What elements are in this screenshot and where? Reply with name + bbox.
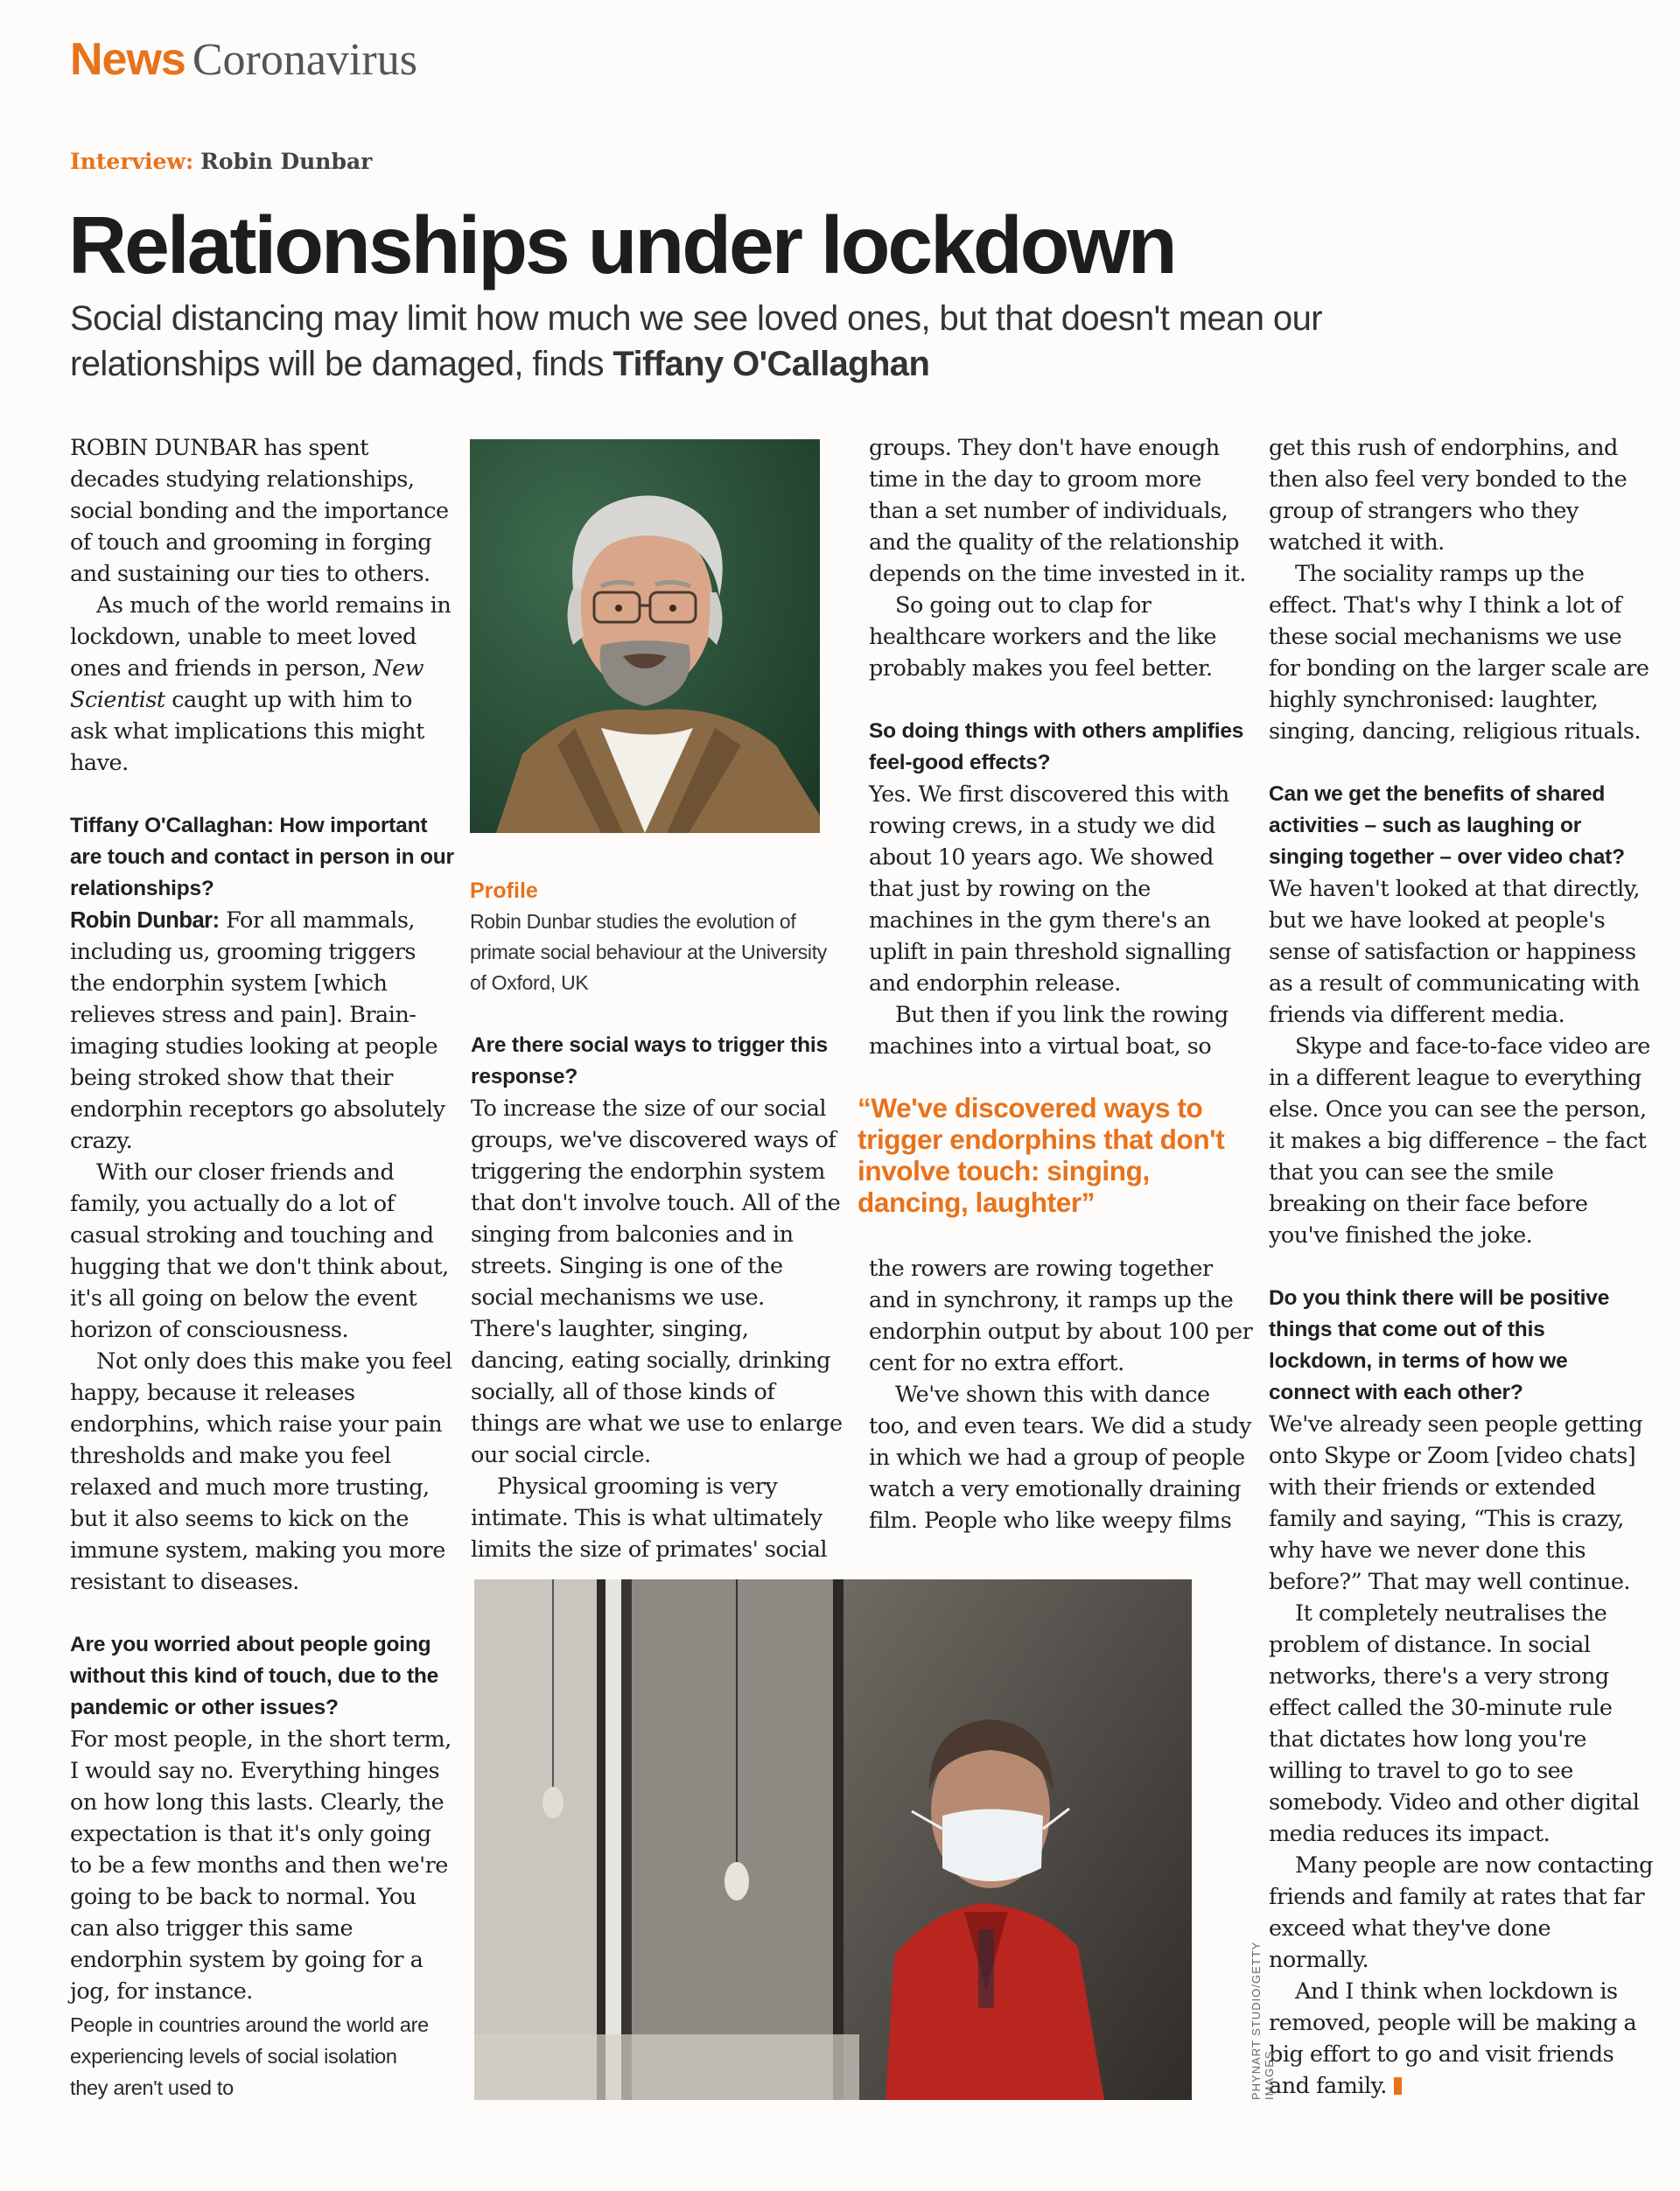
- pull-quote: “We've discovered ways to trigger endorphins that don't involve touch: singing, dancing, laughter”: [858, 1092, 1225, 1218]
- paragraph: We've shown this with dance too, and even tears. We did a study in which we had a group of people watch a very emotionally draining film. People who like weepy films: [869, 1382, 1251, 1534]
- kicker-label: Interview:: [70, 149, 194, 174]
- photo-credit: PHYNART STUDIO/GETTY IMAGES: [1250, 1941, 1276, 2100]
- portrait-photo: [470, 439, 820, 833]
- profile-text: Robin Dunbar studies the evolution of primate social behaviour at the University of Oxford, UK: [470, 910, 827, 994]
- window-photo-illustration: [474, 1579, 1192, 2100]
- article-column-1: [70, 432, 455, 2007]
- paragraph: It completely neutralises the problem of distance. In social networks, there's a very strong effect called the 30-minute rule that dictates how long you're willing to travel to go to see somebody. Video and other digital media reduces its impact.: [1269, 1600, 1640, 1847]
- magazine-name: New Scientist: [70, 655, 424, 713]
- paragraph: the rowers are rowing together and in synchrony, it ramps up the endorphin output by about 100 per cent for no extra effort.: [869, 1256, 1253, 1376]
- paragraph: Physical grooming is very intimate. This is what ultimately limits the size of primates' social: [471, 1474, 828, 1563]
- paragraph: But then if you link the rowing machines into a virtual boat, so: [869, 1002, 1228, 1060]
- paragraph: With our closer friends and family, you actually do a lot of casual stroking and touching and hugging that we don't think about, it's all going on below the event horizon of consciousness.: [70, 1159, 449, 1343]
- section-label: News: [70, 34, 186, 85]
- standfirst-text: Social distancing may limit how much we see loved ones, but that doesn't mean our relationships will be damaged, finds: [70, 299, 1322, 383]
- profile-box: [470, 875, 837, 998]
- end-mark: [1394, 2077, 1402, 2095]
- kicker-name: Robin Dunbar: [200, 149, 373, 174]
- interview-answer: We haven't looked at that directly, but we have looked at people's sense of satisfaction or happiness as a result of communicating with friends via different media.: [1269, 876, 1640, 1028]
- paragraph: As much of the world remains in lockdown, unable to meet loved ones and friends in person, New Scientist caught up with him to ask what implications this might have.: [70, 592, 452, 776]
- paragraph: The sociality ramps up the effect. That's why I think a lot of these social mechanisms we use for bonding on the larger scale are highly synchronised: laughter, singing, dancing, religious rituals.: [1269, 561, 1649, 745]
- interview-question: So doing things with others amplifies feel-good effects?: [869, 719, 1244, 774]
- interview-answer: To increase the size of our social groups, we've discovered ways of triggering the endorphin system that don't involve touch. All of the singing from balconies and in streets. Singing is one of the social mechanisms we use. There's laughter, singing, dancing, eating socially, drinking socially, all of those kinds of things are what we use to enlarge our social circle.: [471, 1096, 843, 1468]
- interview-question: Can we get the benefits of shared activities – such as laughing or singing together – over video chat?: [1269, 782, 1625, 869]
- article-column-4: [1269, 432, 1654, 2102]
- paragraph: And I think when lockdown is removed, people will be making a big effort to go and visit friends and family.: [1269, 1978, 1637, 2099]
- standfirst: [70, 296, 1348, 387]
- interview-question: Do you think there will be positive things that come out of this lockdown, in terms of how we connect with each other?: [1269, 1286, 1610, 1404]
- interview-question: Are you worried about people going without this kind of touch, due to the pandemic or other issues?: [70, 1633, 439, 1719]
- photo-caption: People in countries around the world are experiencing levels of social isolation they aren't used to: [70, 2013, 429, 2099]
- byline: Tiffany O'Callaghan: [612, 345, 930, 383]
- interview-answer: Yes. We first discovered this with rowing crews, in a study we did about 10 years ago. We showed that just by rowing on the machines in the gym there's an uplift in pain threshold signalling and endorphin release.: [869, 781, 1232, 997]
- headline: Relationships under lockdown: [68, 200, 1175, 290]
- paragraph: get this rush of endorphins, and then also feel very bonded to the group of strangers who they watched it with.: [1269, 435, 1628, 556]
- article-column-3: [869, 432, 1254, 1062]
- interview-question: Tiffany O'Callaghan: How important are touch and contact in person in our relationships?: [70, 814, 454, 900]
- article-column-2: [471, 1030, 849, 1565]
- lockdown-photo: [474, 1579, 1192, 2100]
- paragraph: Many people are now contacting friends and family at rates that far exceed what they've done normally.: [1269, 1852, 1653, 1973]
- profile-title: Profile: [470, 878, 538, 903]
- interview-answer: Robin Dunbar: For all mammals, including us, grooming triggers the endorphin system [which relieves stress and pain]. Brain-imaging studies looking at people being stroked show that their endorphin receptors go absolutely crazy.: [70, 907, 445, 1154]
- paragraph: Skype and face-to-face video are in a different league to everything else. Once you can see the person, it makes a big difference – the fact that you can see the smile breaking on their face before you've finished the joke.: [1269, 1033, 1650, 1249]
- interview-answer: We've already seen people getting onto Skype or Zoom [video chats] with their friends or extended family and saying, “This is crazy, why have we never done this before?” That may well continue.: [1269, 1411, 1643, 1595]
- kicker: [70, 149, 372, 174]
- paragraph: ROBIN DUNBAR has spent decades studying relationships, social bonding and the importance of touch and grooming in forging and sustaining our ties to others.: [70, 435, 449, 587]
- topic-label: Coronavirus: [192, 35, 417, 85]
- paragraph: Not only does this make you feel happy, because it releases endorphins, which raise your pain thresholds and make you feel relaxed and much more trusting, but it also seems to kick on the immune system, making you more resistant to diseases.: [70, 1348, 452, 1595]
- portrait-illustration: [470, 439, 820, 833]
- speaker-label: Robin Dunbar:: [70, 908, 220, 933]
- interview-answer: For most people, in the short term, I would say no. Everything hinges on how long this lasts. Clearly, the expectation is that it's only going to be a few months and then we're going to be back to normal. You can also trigger this same endorphin system by going for a jog, for instance.: [70, 1726, 452, 2005]
- paragraph: So going out to clap for healthcare workers and the like probably makes you feel better.: [869, 592, 1216, 682]
- paragraph: groups. They don't have enough time in the day to groom more than a set number of individuals, and the quality of the relationship depends on the time invested in it.: [869, 435, 1246, 587]
- section-header: [70, 30, 417, 90]
- interview-question: Are there social ways to trigger this response?: [471, 1033, 828, 1088]
- article-column-3-continued: [869, 1253, 1254, 1536]
